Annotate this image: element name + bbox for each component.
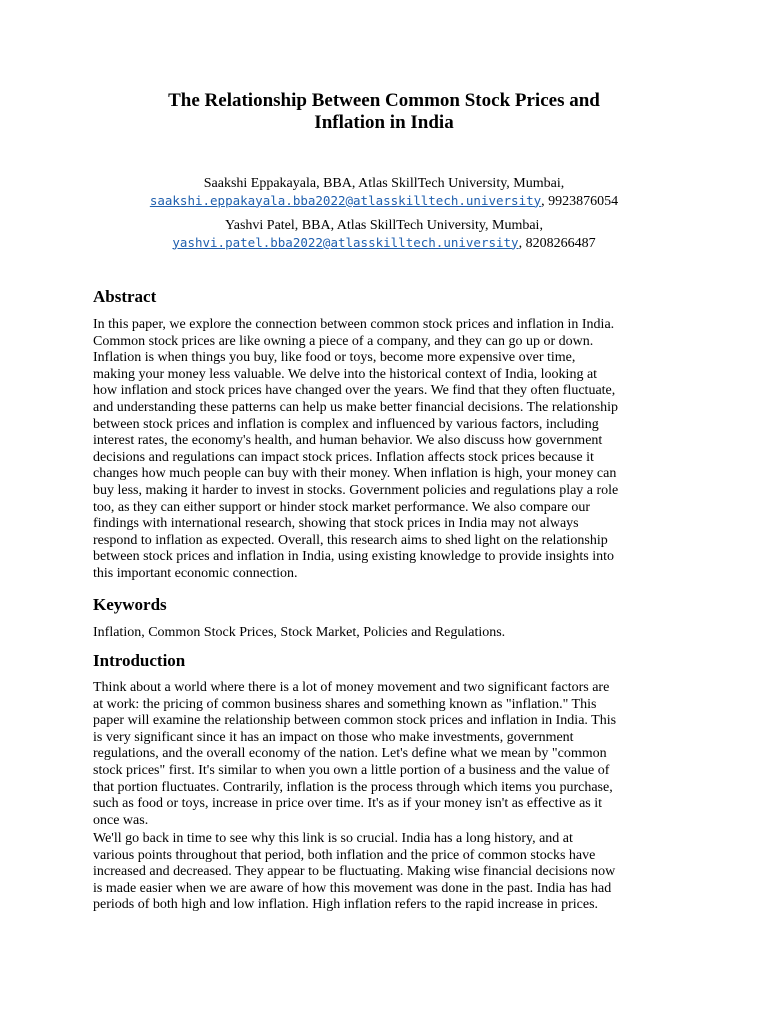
text-line: once was.	[93, 812, 149, 828]
text-line: is made easier when we are aware of how this movement was done in the past. India has had	[93, 880, 612, 896]
text-line: interest rates, the economy's health, and human behavior. We also discuss how government	[93, 433, 603, 449]
text-line: Inflation is when things you buy, like food or toys, become more expensive over time,	[93, 350, 576, 366]
author-block-1	[93, 176, 675, 210]
text-line: decisions and regulations can impact stock prices. Inflation affects stock prices because it	[93, 449, 594, 465]
text-line: increased and decreased. They appear to be fluctuating. Making wise financial decisions now	[93, 864, 616, 880]
text-line: and understanding these patterns can help us make better financial decisions. The relationship	[93, 399, 618, 415]
title-line-1: The Relationship Between Common Stock Prices and	[168, 90, 600, 111]
text-line: this important economic connection.	[93, 565, 298, 581]
introduction-paragraph-1	[93, 680, 675, 829]
text-line: buy less, making it harder to invest in stocks. Government policies and regulations play a role	[93, 482, 619, 498]
author-block-2	[93, 218, 675, 252]
author-email-link[interactable]: yashvi.patel.bba2022@atlasskilltech.university	[172, 234, 519, 250]
text-line: Think about a world where there is a lot of money movement and two significant factors are	[93, 680, 610, 695]
text-line: paper will examine the relationship between common stock prices and inflation in India. This	[93, 713, 617, 729]
text-line: In this paper, we explore the connection between common stock prices and inflation in India.	[93, 317, 615, 332]
keywords-heading: Keywords	[93, 595, 167, 614]
text-line: regulations, and the overall economy of the nation. Let's define what we mean by "common	[93, 746, 607, 762]
paper-title	[93, 90, 675, 134]
text-line: between stock prices and inflation is complex and influenced by various factors, including	[93, 416, 599, 432]
text-line: respond to inflation as expected. Overall, this research aims to shed light on the relationship	[93, 532, 608, 548]
introduction-heading: Introduction	[93, 651, 186, 670]
keywords-paragraph	[93, 625, 675, 642]
author-phone: , 9923876054	[541, 193, 619, 209]
text-line: such as food or toys, increase in price over time. It's as if your money isn't as effective as it	[93, 796, 603, 812]
author-contact	[93, 193, 675, 211]
text-line: making your money less valuable. We delve into the historical context of India, looking at	[93, 366, 598, 382]
author-affiliation: Yashvi Patel, BBA, Atlas SkillTech University, Mumbai,	[225, 218, 543, 233]
text-line: various points throughout that period, both inflation and the price of common stocks have	[93, 847, 596, 863]
text-line: stock prices" first. It's similar to when you own a little portion of a business and the value of	[93, 762, 610, 778]
text-line: Common stock prices are like owning a piece of a company, and they can go up or down.	[93, 333, 594, 349]
text-line: We'll go back in time to see why this link is so crucial. India has a long history, and at	[93, 831, 573, 846]
text-line: between stock prices and inflation in India, using existing knowledge to provide insights into	[93, 549, 615, 565]
author-affiliation: Saakshi Eppakayala, BBA, Atlas SkillTech University, Mumbai,	[203, 176, 565, 191]
text-line: at work: the pricing of common business shares and something known as "inflation." This	[93, 696, 597, 712]
text-line: that portion fluctuates. Contrarily, inflation is the process through which items you purchase,	[93, 779, 613, 795]
text-line: Inflation, Common Stock Prices, Stock Market, Policies and Regulations.	[93, 625, 506, 640]
text-line: how inflation and stock prices have changed over the years. We find that they often fluctuate,	[93, 383, 616, 399]
text-line: is very significant since it has an impact on those who make investments, government	[93, 729, 574, 745]
title-line-2: Inflation in India	[314, 112, 454, 133]
author-email-link[interactable]: saakshi.eppakayala.bba2022@atlasskilltech.university	[149, 192, 542, 208]
abstract-heading: Abstract	[93, 287, 157, 306]
author-contact	[93, 235, 675, 253]
text-line: findings with international research, showing that stock prices in India may not always	[93, 516, 579, 532]
introduction-paragraph-2	[93, 831, 675, 914]
text-line: periods of both high and low inflation. High inflation refers to the rapid increase in prices.	[93, 897, 599, 913]
text-line: too, as they can either support or hinder stock market performance. We also compare our	[93, 499, 590, 515]
text-line: changes how much people can buy with their money. When inflation is high, your money can	[93, 466, 617, 482]
abstract-paragraph	[93, 317, 675, 583]
author-phone: , 8208266487	[518, 235, 596, 251]
